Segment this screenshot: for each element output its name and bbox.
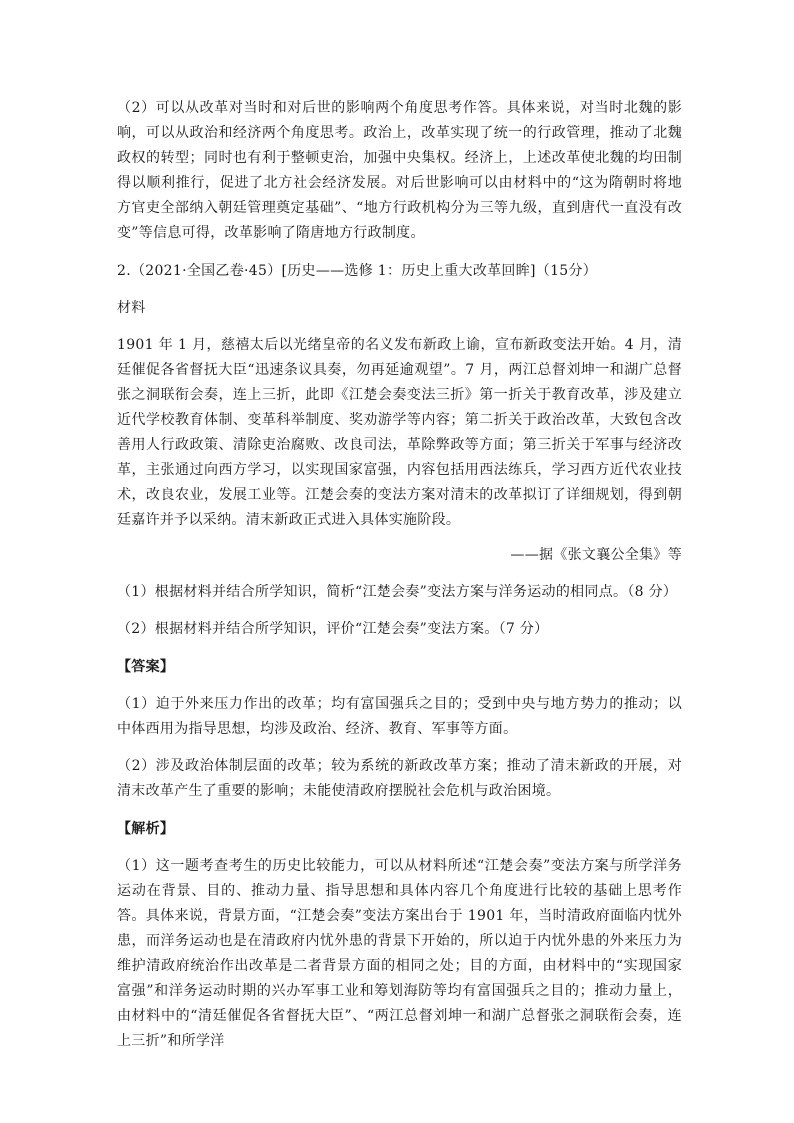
answer-2: （2）涉及政治体制层面的改革；较为系统的新政改革方案；推动了清末新政的开展，对清末改革产生了重要的影响；未能使清政府摆脱社会危机与政治困境。 — [117, 758, 682, 799]
answer-1: （1）迫于外来压力作出的改革；均有富国强兵之目的；受到中央与地方势力的推动；以中体西用为指导思想，均涉及政治、经济、教育、军事等方面。 — [117, 696, 682, 737]
material-label: 材料 — [117, 300, 146, 316]
sub-question-2: （2）根据材料并结合所学知识，评价“江楚会奏”变法方案。（7 分） — [117, 621, 549, 637]
answer-heading: 【答案】 — [117, 659, 175, 675]
paragraph-previous-answer-2: （2）可以从改革对当时和对后世的影响两个角度思考作答。具体来说，对当时北魏的影响，可以从政治和经济两个角度思考。政治上，改革实现了统一的行政管理，推动了北魏政权的转型；同时也有利于整顿吏治，加强中央集权。经济上，上述改革使北魏的均田制得以顺利推行，促进了北方社会经济发展。对后世影响可以由材料中的“这为隋朝时将地方官吏全部纳入朝廷管理奠定基础”、“地方行政机构分为三等九级，直到唐代一直没有改变”等信息可得，改革影响了隋唐地方行政制度。 — [117, 100, 682, 241]
material-text: 1901 年 1 月，慈禧太后以光绪皇帝的名义发布新政上谕，宣布新政变法开始。4 月，清廷催促各省督抚大臣“迅速条议具奏，勿再延逾观望”。7 月，两江总督刘坤一和湖广总督张之洞联衔会奏，连上三折，此即《江楚会奏变法三折》第一折关于教育改革，涉及建立近代学校教育体制、变革科举制度、奖劝游学等内容；第二折关于政治改革，大致包含改善用人行政政策、清除吏治腐败、改良司法，革除弊政等方面；第三折关于军事与经济改革，主张通过向西方学习，以实现国家富强，内容包括用西法练兵，学习西方近代农业技术，改良农业，发展工业等。江楚会奏的变法方案对清末的改革拟订了详细规划，得到朝廷嘉许并予以采纳。清末新政正式进入具体实施阶段。 — [117, 337, 682, 528]
analysis-heading: 【解析】 — [117, 821, 175, 837]
analysis-1: （1）这一题考查考生的历史比较能力，可以从材料所述“江楚会奏”变法方案与所学洋务运动在背景、目的、推动力量、指导思想和具体内容几个角度进行比较的基础上思考作答。具体来说，背景方面，“江楚会奏”变法方案出台于 1901 年，当时清政府面临内忧外患，而洋务运动也是在清政府内忧外患的背景下开始的，所以迫于内忧外患的外来压力为维护清政府统治作出改革是二者背景方面的相同之处；目的方面，由材料中的“实现国家富强”和洋务运动时期的兴办军事工业和筹划海防等均有富国强兵之目的；推动力量上，由材料中的“清廷催促各省督抚大臣”、“两江总督刘坤一和湖广总督张之洞联衔会奏，连上三折”和所学洋 — [117, 858, 682, 1049]
sub-question-1: （1）根据材料并结合所学知识，简析“江楚会奏”变法方案与洋务运动的相同点。（8 分） — [117, 584, 678, 600]
question-header: 2.（2021·全国乙卷·45）[历史——选修 1：历史上重大改革回眸]（15分） — [117, 263, 598, 279]
material-source: ——据《张文襄公全集》等 — [510, 547, 682, 563]
